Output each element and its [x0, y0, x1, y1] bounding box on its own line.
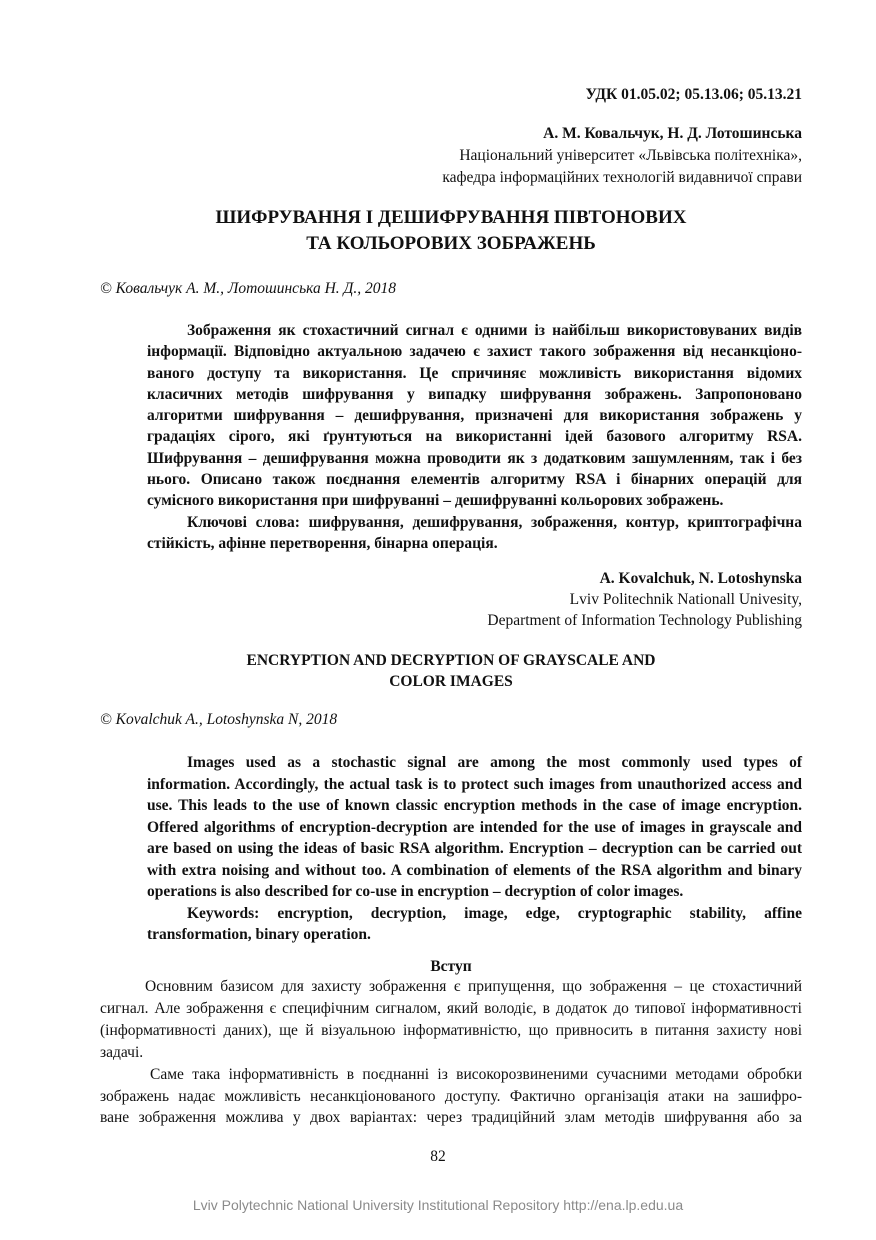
title-ua-line: ШИФРУВАННЯ І ДЕШИФРУВАННЯ ПІВТОНОВИХ: [215, 207, 687, 228]
body-line: зображень надає можливість несанкціонованого доступу. Фактично організація атаки на зашифро-: [100, 1087, 802, 1105]
abstract-line: Offered algorithms of encryption-decryption are intended for the use of images in grayscale and: [147, 818, 802, 836]
affiliation-department-ua: кафедра інформаційних технологій видавничої справи: [442, 169, 802, 186]
title-en-line: ENCRYPTION AND DECRYPTION OF GRAYSCALE AND: [246, 652, 656, 669]
abstract-line: are based on using the ideas of basic RSA algorithm. Encryption – decryption can be carried out: [147, 840, 802, 857]
abstract-line: градаціях сірого, які ґрунтуються на використанні ідей базового алгоритму RSA.: [147, 428, 802, 446]
body-line: сигнал. Але зображення є специфічним сигналом, який володіє, в додаток до типової інформативності: [100, 999, 802, 1017]
abstract-line: Images used as a stochastic signal are among the most commonly used types of: [187, 754, 802, 771]
title-en-line: COLOR IMAGES: [389, 672, 513, 690]
keywords-line: Keywords: encryption, decryption, image, edge, cryptographic stability, affine: [187, 904, 802, 922]
abstract-line: Зображення як стохастичний сигнал є одними із найбільш використовуваних видів: [187, 322, 802, 339]
author-names-en: A. Kovalchuk, N. Lotoshynska: [599, 570, 802, 587]
keywords-line: Ключові слова: шифрування, дешифрування, зображення, контур, криптографічна: [187, 513, 802, 531]
abstract-line: інформації. Відповідно актуальною задачею є захист такого зображення від несанкціоно-: [147, 343, 802, 361]
abstract-ua: [147, 320, 802, 554]
affiliation-university-en: Lviv Politechnik Nationall Univesity,: [569, 591, 802, 608]
section-heading-intro: Вступ: [430, 958, 472, 975]
repository-footer: Lviv Polytechnic National University Institutional Repository http://ena.lp.edu.ua: [192, 1197, 684, 1213]
body-line: Саме така інформативність в поєднанні із високорозвиненими сучасними методами обробки: [150, 1065, 802, 1083]
abstract-en: [147, 752, 802, 946]
abstract-line: Шифрування – дешифрування можна проводити як з додатковим зашумленням, так і без: [147, 449, 802, 467]
abstract-line: алгоритми шифрування – дешифрування, призначені для використання зображень у: [147, 407, 802, 425]
abstract-line: нього. Описано також поєднання елементів алгоритму RSA і бінарних операцій для: [147, 471, 802, 489]
affiliation-department-en: Department of Information Technology Publishing: [487, 612, 802, 629]
body-line: ване зображення можлива у двох варіантах: через традиційний злам методів шифрування або за: [100, 1109, 802, 1127]
title-ua: [100, 205, 802, 257]
intro-body: [100, 976, 802, 1129]
abstract-line: information. Accordingly, the actual task is to protect such images from unauthorized access and: [147, 775, 802, 793]
author-names-ua: А. М. Ковальчук, Н. Д. Лотошинська: [543, 125, 802, 142]
body-line: (інформативності даних), ще й візуальною інформативністю, що привносить в питання захисту нові: [100, 1021, 802, 1039]
copyright-en: © Kovalchuk A., Lotoshynska N, 2018: [100, 711, 338, 728]
keywords-line: стійкість, афінне перетворення, бінарна операція.: [147, 534, 498, 552]
abstract-line: with extra noising and without too. A combination of elements of the RSA algorithm and binary: [147, 861, 802, 879]
authors-en: [302, 568, 802, 631]
abstract-line: operations is also described for co-use in encryption – decryption of color images.: [147, 883, 684, 900]
affiliation-university-ua: Національний університет «Львівська політехніка»,: [459, 147, 802, 164]
page-number: 82: [430, 1148, 446, 1165]
authors-ua: [302, 123, 802, 189]
body-line: задачі.: [100, 1043, 144, 1061]
abstract-line: класичних методів шифрування у випадку шифрування зображень. Запропоновано: [147, 385, 802, 403]
abstract-line: сумісного використання при шифруванні – дешифруванні кольорових зображень.: [147, 492, 724, 510]
abstract-line: use. This leads to the use of known classic encryption methods in the case of image encryption.: [147, 797, 802, 814]
title-en: [100, 651, 802, 692]
udc-code: УДК 01.05.02; 05.13.06; 05.13.21: [585, 86, 802, 103]
abstract-line: ваного доступу та використання. Це спричиняє можливість використання відомих: [147, 364, 802, 382]
title-ua-line: ТА КОЛЬОРОВИХ ЗОБРАЖЕНЬ: [306, 233, 596, 254]
keywords-line: transformation, binary operation.: [147, 926, 371, 943]
body-line: Основним базисом для захисту зображення є припущення, що зображення – це стохастичний: [145, 978, 802, 995]
copyright-ua: © Ковальчук А. М., Лотошинська Н. Д., 2018: [100, 280, 397, 297]
